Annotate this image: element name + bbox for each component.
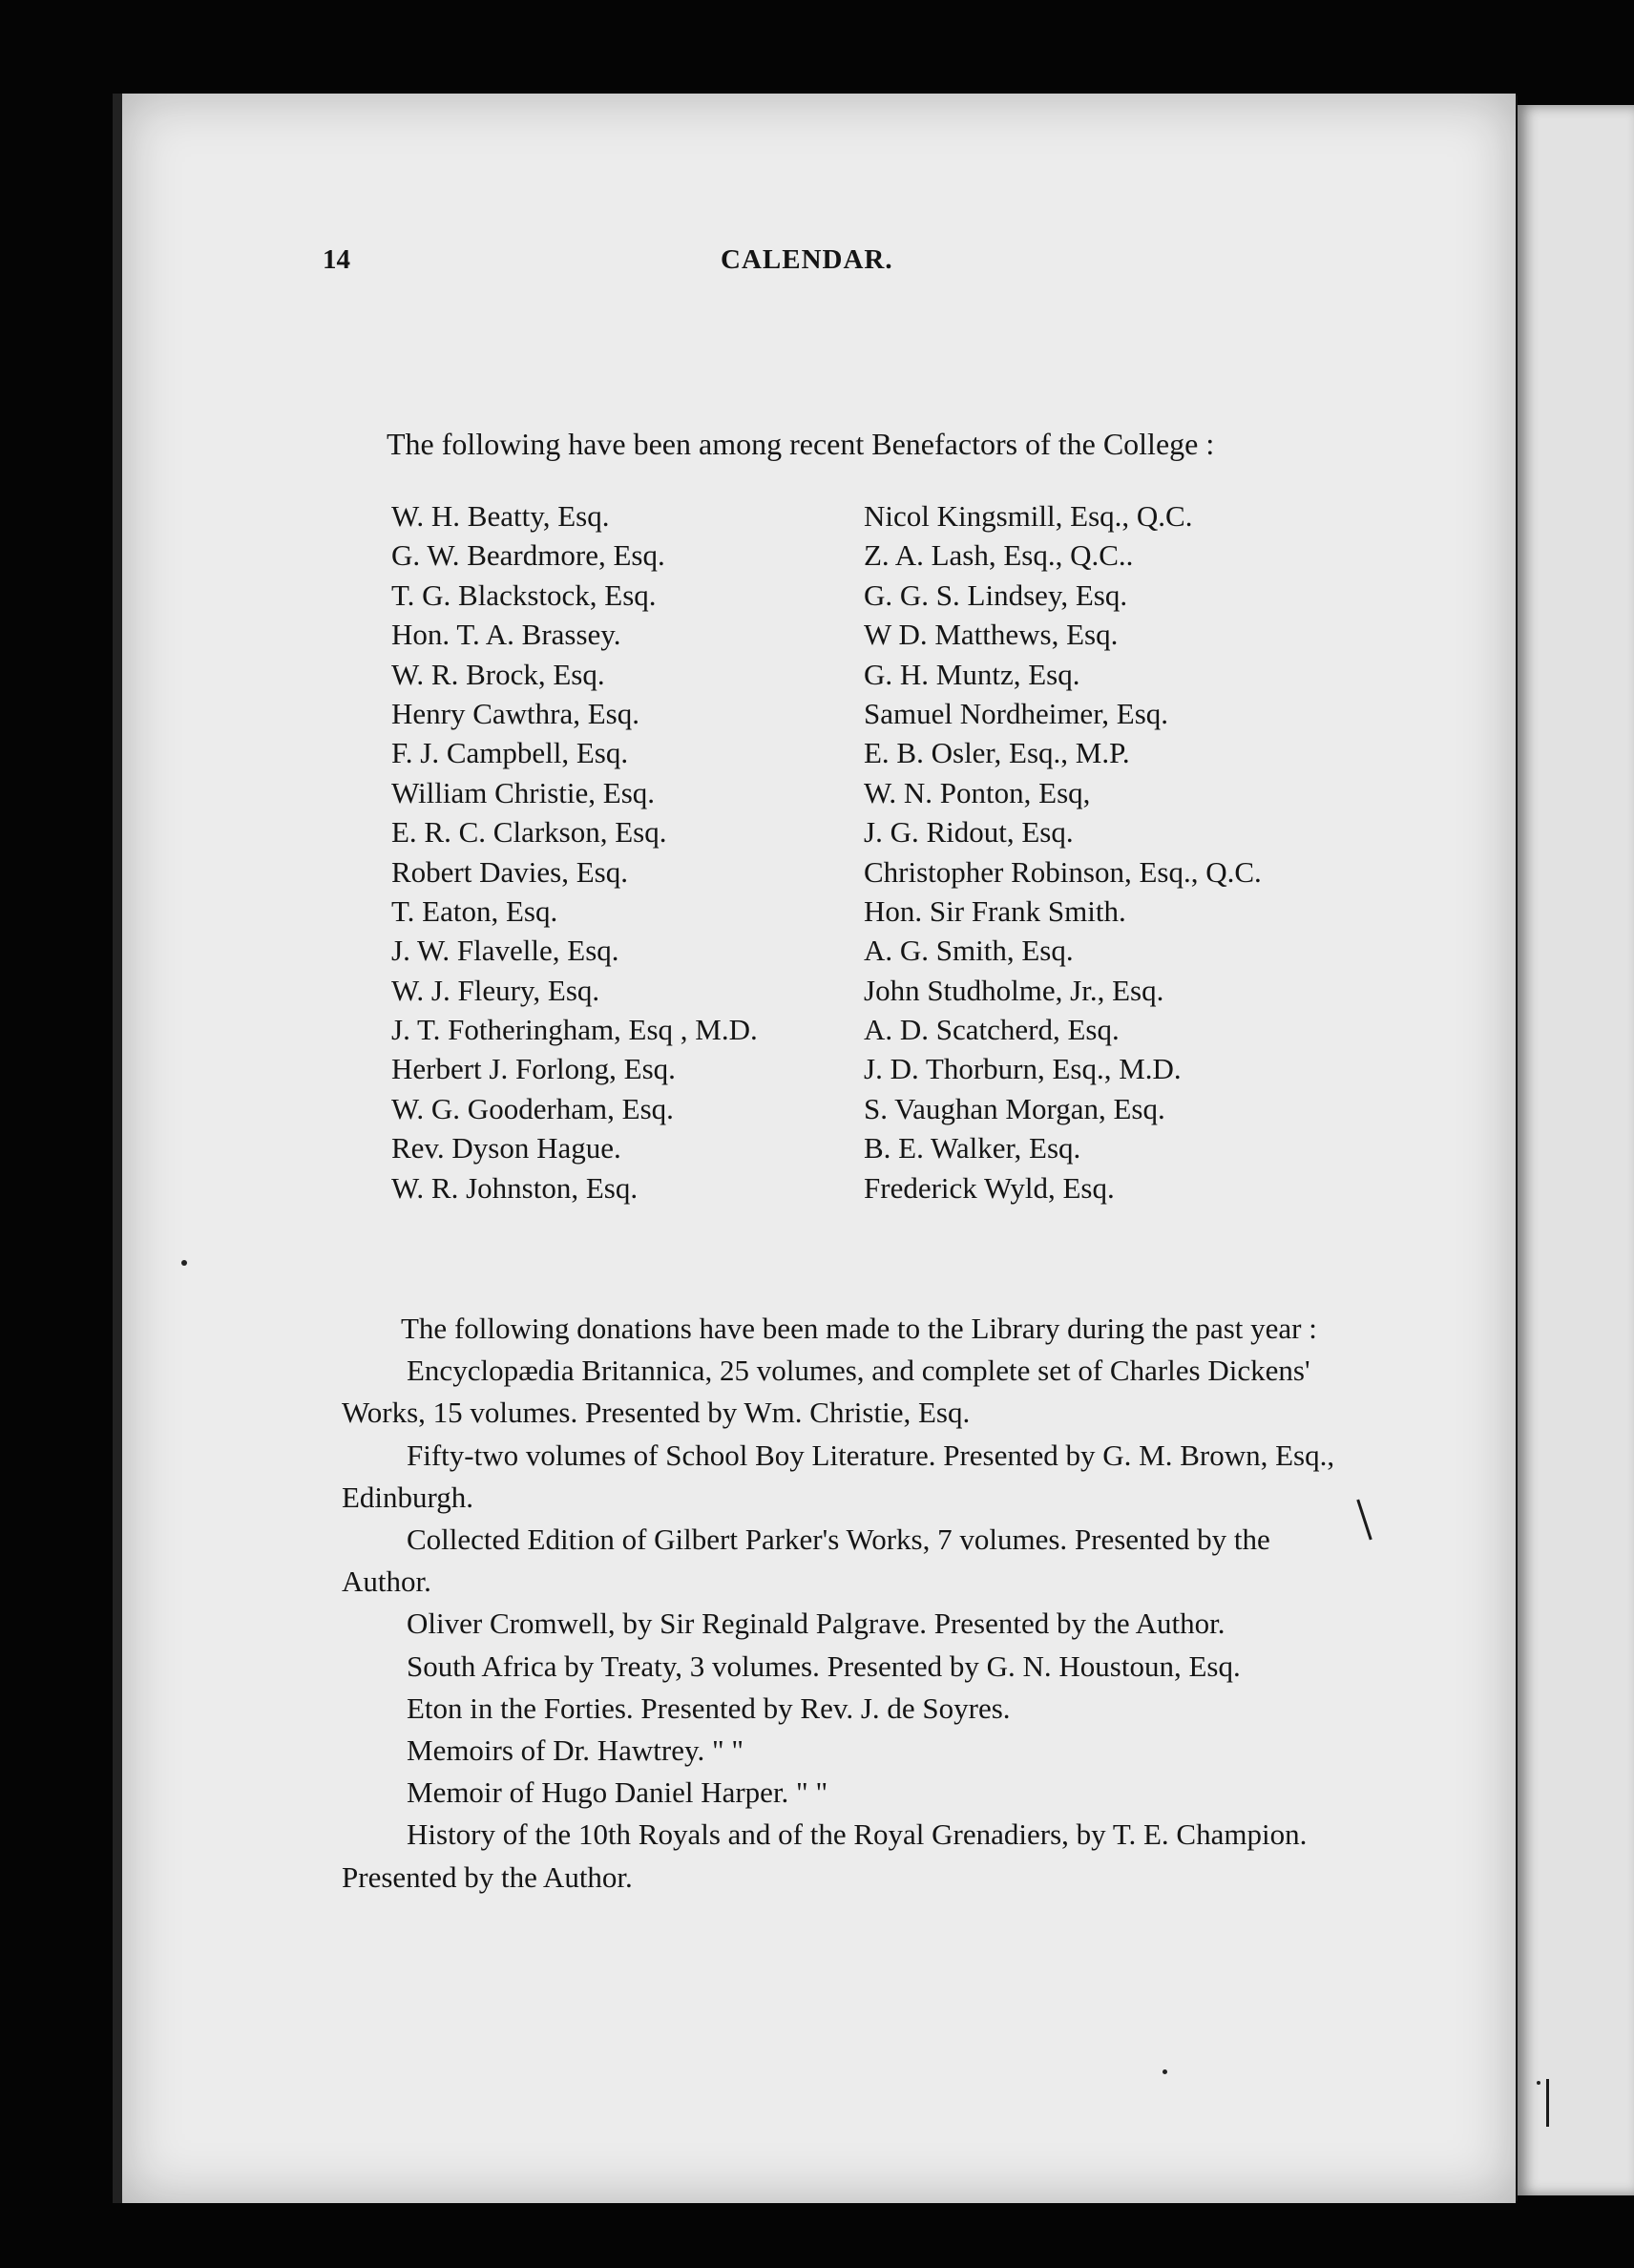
benefactor-name: W D. Matthews, Esq. xyxy=(864,618,1119,652)
benefactor-name: J. T. Fotheringham, Esq , M.D. xyxy=(391,1013,758,1047)
benefactor-name: Rev. Dyson Hague. xyxy=(391,1131,621,1166)
scan-speck xyxy=(1537,2081,1540,2085)
benefactor-name: W. R. Johnston, Esq. xyxy=(391,1170,639,1205)
benefactor-name: Robert Davies, Esq. xyxy=(391,854,628,889)
scan-speck xyxy=(1163,2069,1167,2074)
benefactor-name: A. G. Smith, Esq. xyxy=(864,934,1074,968)
donation-entry: Memoirs of Dr. Hawtrey. " " xyxy=(407,1733,744,1768)
benefactor-name: Henry Cawthra, Esq. xyxy=(391,696,639,730)
benefactor-name: W. N. Ponton, Esq, xyxy=(864,775,1091,809)
donation-entry: South Africa by Treaty, 3 volumes. Presented by G. N. Houstoun, Esq. xyxy=(407,1648,1241,1683)
benefactors-intro: The following have been among recent Benefactors of the College : xyxy=(387,427,1215,461)
benefactor-name: Samuel Nordheimer, Esq. xyxy=(864,696,1169,730)
benefactor-name: G. W. Beardmore, Esq. xyxy=(391,538,665,573)
benefactor-name: B. E. Walker, Esq. xyxy=(864,1131,1081,1166)
facing-page-edge xyxy=(1518,105,1634,2195)
benefactor-name: W. H. Beatty, Esq. xyxy=(391,499,610,533)
benefactor-name: William Christie, Esq. xyxy=(391,775,656,809)
benefactor-name: Z. A. Lash, Esq., Q.C.. xyxy=(864,538,1134,573)
donations-intro: The following donations have been made to the Library during the past year : xyxy=(401,1312,1317,1345)
benefactor-name: A. D. Scatcherd, Esq. xyxy=(864,1013,1120,1047)
benefactor-name: W. G. Gooderham, Esq. xyxy=(391,1091,674,1125)
benefactor-name: T. G. Blackstock, Esq. xyxy=(391,578,657,612)
benefactor-name: W. R. Brock, Esq. xyxy=(391,657,605,691)
benefactor-name: G. H. Muntz, Esq. xyxy=(864,657,1080,691)
benefactor-name: G. G. S. Lindsey, Esq. xyxy=(864,578,1128,612)
donation-entry: Collected Edition of Gilbert Parker's Works, 7 volumes. Presented by the Author. xyxy=(342,1522,1270,1599)
donation-entry: Encyclopædia Britannica, 25 volumes, and complete set of Charles Dickens' Works, 15 volumes. Presented by Wm. Christie, Esq. xyxy=(342,1354,1310,1430)
donation-entry: History of the 10th Royals and of the Royal Grenadiers, by T. E. Champion. Presented by the Author. xyxy=(342,1817,1308,1894)
donation-entry: Memoir of Hugo Daniel Harper. " " xyxy=(407,1775,828,1810)
benefactors-right-column xyxy=(864,496,1262,1208)
benefactor-name: E. B. Osler, Esq., M.P. xyxy=(864,736,1130,770)
page-number: 14 xyxy=(323,244,350,275)
benefactor-name: W. J. Fleury, Esq. xyxy=(391,973,600,1007)
donation-entry: Eton in the Forties. Presented by Rev. J. de Soyres. xyxy=(407,1690,1011,1725)
benefactors-left-column xyxy=(391,496,758,1208)
benefactor-name: John Studholme, Jr., Esq. xyxy=(864,973,1164,1007)
benefactor-name: Hon. T. A. Brassey. xyxy=(391,618,621,652)
scan-mark xyxy=(1546,2079,1549,2127)
benefactor-name: J. D. Thorburn, Esq., M.D. xyxy=(864,1052,1182,1086)
benefactor-name: Nicol Kingsmill, Esq., Q.C. xyxy=(864,499,1193,533)
donation-entry: Oliver Cromwell, by Sir Reginald Palgrave. Presented by the Author. xyxy=(407,1606,1226,1641)
benefactor-name: J. G. Ridout, Esq. xyxy=(864,815,1074,850)
benefactor-name: Frederick Wyld, Esq. xyxy=(864,1170,1115,1205)
benefactor-name: Christopher Robinson, Esq., Q.C. xyxy=(864,854,1262,889)
benefactor-name: T. Eaton, Esq. xyxy=(391,893,558,928)
benefactor-name: Hon. Sir Frank Smith. xyxy=(864,893,1126,928)
benefactor-name: S. Vaughan Morgan, Esq. xyxy=(864,1091,1165,1125)
benefactor-name: E. R. C. Clarkson, Esq. xyxy=(391,815,667,850)
donation-entry: Fifty-two volumes of School Boy Literature. Presented by G. M. Brown, Esq., Edinburgh. xyxy=(342,1438,1335,1514)
running-head: CALENDAR. xyxy=(721,244,893,275)
donations-section xyxy=(342,1308,1363,1899)
benefactor-name: F. J. Campbell, Esq. xyxy=(391,736,629,770)
scan-speck xyxy=(181,1260,187,1266)
benefactor-name: J. W. Flavelle, Esq. xyxy=(391,934,619,968)
benefactor-name: Herbert J. Forlong, Esq. xyxy=(391,1052,676,1086)
